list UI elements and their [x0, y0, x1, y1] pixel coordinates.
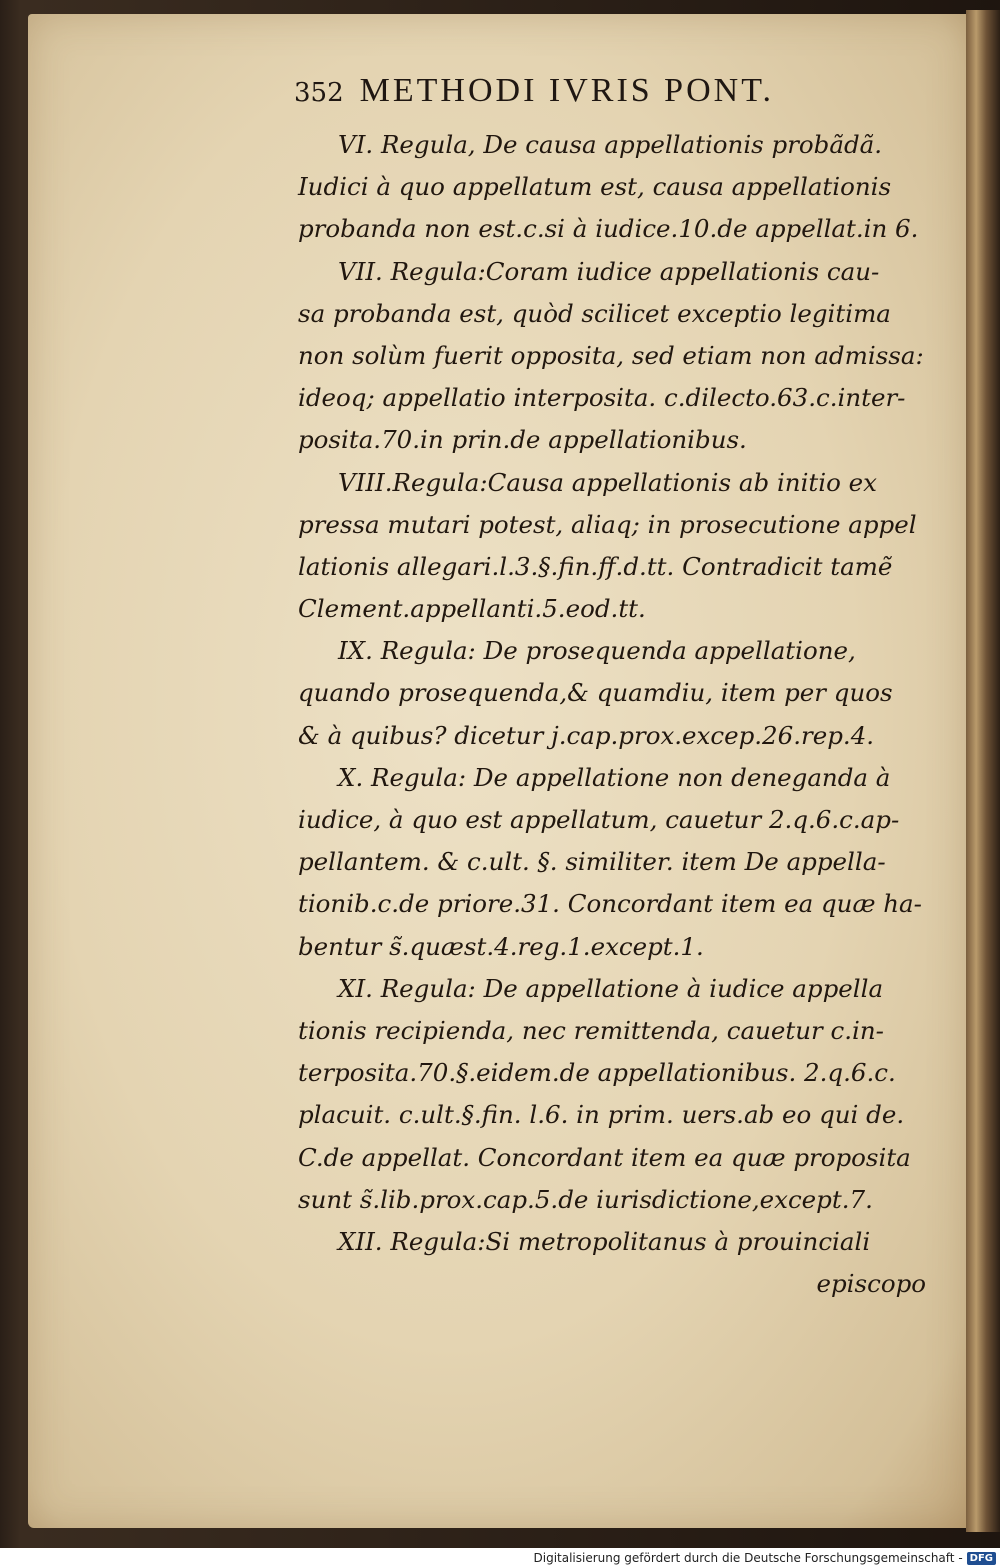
- body-text: [298, 124, 938, 1305]
- text-line: & à quibus? dicetur j.cap.prox.excep.26.rep.4.: [298, 720, 875, 750]
- text-line: VI. Regula, De causa appellationis probãdã.: [338, 130, 883, 159]
- running-title: METHODI IVRIS PONT.: [359, 72, 774, 109]
- text-line: probanda non est.c.si à iudice.10.de appellat.in 6.: [298, 214, 919, 244]
- text-line: sa probanda est, quòd scilicet exceptio legitima: [298, 298, 891, 328]
- text-line: placuit. c.ult.§.fin. l.6. in prim. uers.ab eo qui de.: [298, 1100, 905, 1130]
- text-line: C.de appellat. Concordant item ea quæ proposita: [298, 1142, 911, 1172]
- page-edge: [966, 10, 1000, 1532]
- text-line: tionib.c.de priore.31. Concordant item ea quæ ha-: [298, 889, 922, 919]
- text-line: posita.70.in prin.de appellationibus.: [298, 425, 747, 455]
- text-line: iudice, à quo est appellatum, cauetur 2.q.6.c.ap-: [298, 805, 900, 834]
- text-line: terposita.70.§.eidem.de appellationibus. 2.q.6.c.: [298, 1058, 896, 1088]
- page-number: 352: [294, 78, 344, 108]
- text-line: VII. Regula:Coram iudice appellationis cau-: [338, 256, 880, 286]
- text-line: quando prosequenda,& quamdiu, item per quos: [298, 678, 893, 708]
- text-line: XI. Regula: De appellatione à iudice appella: [338, 973, 884, 1003]
- text-line: VIII.Regula:Causa appellationis ab initio ex: [338, 467, 877, 497]
- text-line: pressa mutari potest, aliaq; in prosecutione appel: [298, 509, 917, 539]
- text-line: lationis allegari.l.3.§.fin.ff.d.tt. Contradicit tamẽ: [298, 551, 893, 581]
- digitization-footer: [0, 1548, 1000, 1568]
- catchword: episcopo: [816, 1269, 926, 1299]
- text-line: sunt s̃.lib.prox.cap.5.de iurisdictione,except.7.: [298, 1184, 873, 1214]
- text-line: X. Regula: De appellatione non deneganda à: [338, 762, 891, 792]
- text-line: Iudici à quo appellatum est, causa appellationis: [298, 172, 892, 202]
- text-line: ideoq; appellatio interposita. c.dilecto.63.c.inter-: [298, 383, 906, 413]
- funding-credit: Digitalisierung gefördert durch die Deutsche Forschungsgemeinschaft -: [533, 1551, 963, 1565]
- text-line: non solùm fuerit opposita, sed etiam non admissa:: [298, 340, 924, 370]
- text-line: XII. Regula:Si metropolitanus à prouinciali: [338, 1226, 871, 1256]
- text-line: tionis recipienda, nec remittenda, cauetur c.in-: [298, 1015, 884, 1045]
- text-line: IX. Regula: De prosequenda appellatione,: [338, 636, 856, 666]
- dfg-logo: DFG: [967, 1552, 996, 1565]
- running-header: [294, 72, 894, 122]
- text-line: Clement.appellanti.5.eod.tt.: [298, 594, 646, 624]
- text-line: pellantem. & c.ult. §. similiter. item De appella-: [298, 847, 886, 877]
- text-line: bentur s̃.quæst.4.reg.1.except.1.: [298, 931, 704, 961]
